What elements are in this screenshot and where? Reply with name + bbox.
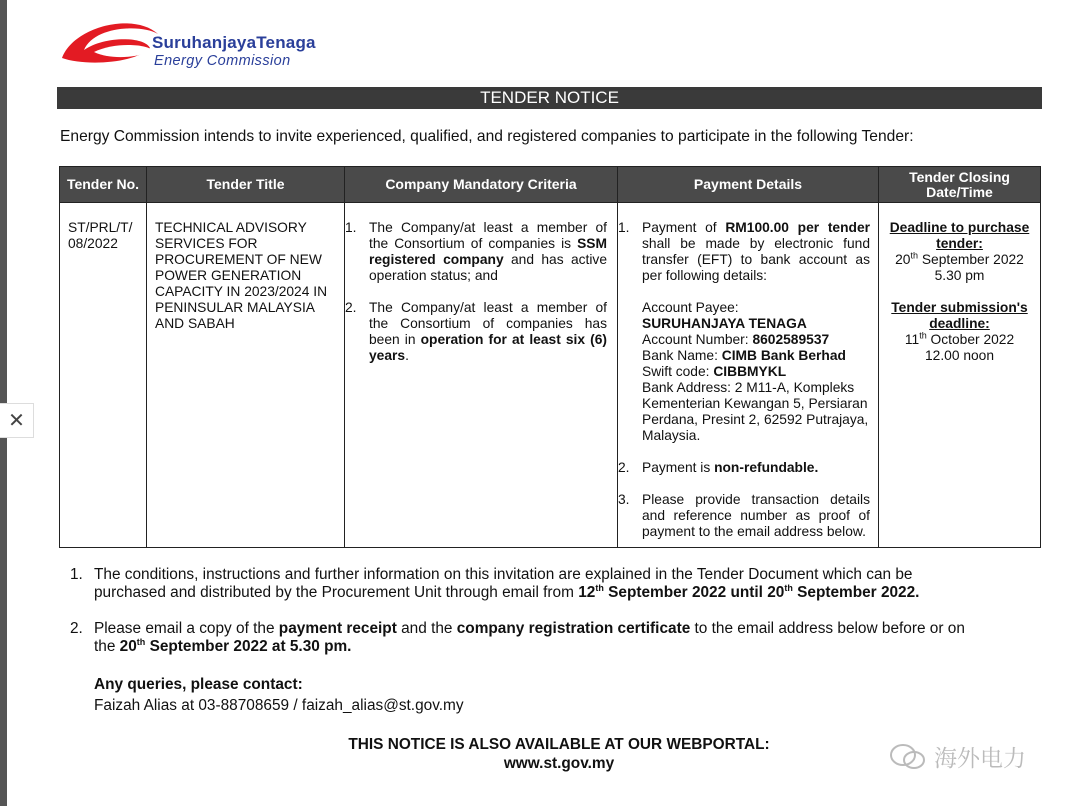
bank-details: Account Payee: SURUHANJAYA TENAGA Account Number: 8602589537 Bank Name: CIMB Bank Berhad Swift code: CIBBMYKL Bank Address: 2 M11-A, Kompleks Kementerian Kewangan 5, Persiaran Perdana, Presint 2, 62592 Putrajaya, Malaysia. (642, 300, 869, 443)
notes-list (70, 566, 970, 656)
table-header-row (60, 167, 1041, 203)
closing-cell: Deadline to purchase tender: 20th September 2022 5.30 pm Tender submission's deadline: 11th October 2022 12.00 noon (879, 203, 1041, 548)
logo-subtitle: Energy Commission (154, 53, 291, 69)
contact-title: Any queries, please contact: (94, 676, 303, 693)
close-icon: ✕ (8, 410, 25, 432)
contact-block (94, 674, 464, 716)
payment-item: 2. Payment is non-refundable. (618, 460, 819, 475)
criteria-cell (345, 203, 618, 548)
payment-cell (618, 203, 879, 548)
header-tender-title: Tender Title (147, 167, 345, 203)
purchase-deadline-label: Deadline to purchase tender: (889, 220, 1030, 251)
header-payment: Payment Details (618, 167, 879, 203)
payment-item: 1. Payment of RM100.00 per tender shall be made by electronic fund transfer (EFT) to bank account as per following details: (618, 220, 870, 283)
tender-notice-banner: TENDER NOTICE (57, 87, 1042, 109)
footer-url: www.st.gov.my (503, 755, 615, 772)
intro-text: Energy Commission intends to invite experienced, qualified, and registered companies to participate in the following Tender: (60, 128, 914, 145)
note-item: 2. Please email a copy of the payment receipt and the company registration certificate to the email address below before or on the 20th September 2022 at 5.30 pm. (70, 620, 965, 655)
footer-line1: THIS NOTICE IS ALSO AVAILABLE AT OUR WEBPORTAL: (348, 736, 770, 753)
contact-line: Faizah Alias at 03-88708659 / faizah_alias@st.gov.my (94, 697, 464, 714)
criteria-item: 2. The Company/at least a member of the Consortium of companies has been in operation for at least six (6) years. (345, 300, 607, 363)
tender-title-cell: TECHNICAL ADVISORY SERVICES FOR PROCUREMENT OF NEW POWER GENERATION CAPACITY IN 2023/2024 IN PENINSULAR MALAYSIA AND SABAH (147, 203, 345, 548)
note-item: 1. The conditions, instructions and further information on this invitation are explained in the Tender Document which can be purchased and distributed by the Procurement Unit through email from 12th September 2022 until 20th September 2022. (70, 566, 920, 601)
tender-table (59, 166, 1041, 548)
criteria-item: 1. The Company/at least a member of the Consortium of companies is SSM registered company and has active operation status; and (345, 220, 607, 283)
watermark: 海外电力 (888, 740, 1026, 773)
payment-item: 3. Please provide transaction details and reference number as proof of payment to the email address below. (618, 492, 870, 539)
header-closing: Tender Closing Date/Time (879, 167, 1041, 203)
submission-deadline-label: Tender submission's deadline: (891, 300, 1028, 331)
table-row (60, 203, 1041, 548)
logo-name: SuruhanjayaTenaga (152, 33, 316, 52)
tender-no-cell: ST/PRL/T/ 08/2022 (60, 203, 147, 548)
header-tender-no: Tender No. (60, 167, 147, 203)
header-criteria: Company Mandatory Criteria (345, 167, 618, 203)
wechat-icon (888, 742, 928, 772)
close-button[interactable] (0, 403, 34, 438)
